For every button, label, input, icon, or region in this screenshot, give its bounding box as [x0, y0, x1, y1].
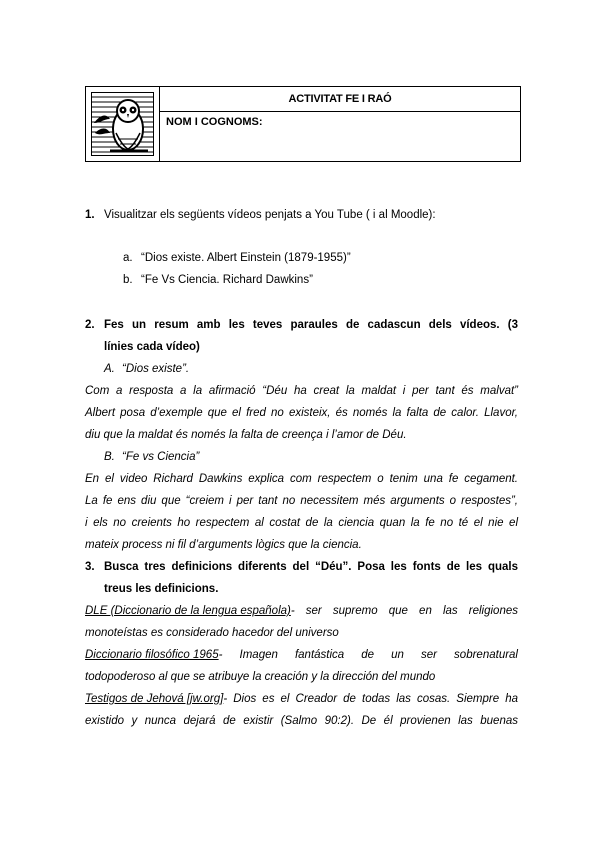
definition-1-cont: monoteístas es considerado hacedor del universo: [85, 627, 339, 639]
list-item: “Dios existe. Albert Einstein (1879-1955)”: [141, 252, 351, 264]
definition-1: [85, 605, 518, 617]
definition-3-cont: existido y nunca dejará de existir (Salmo 90:2). De él provienen las buenas: [85, 715, 518, 727]
definition-text: - Imagen fantástica de un ser sobrenatural: [218, 649, 518, 661]
answer-b-marker: B.: [104, 451, 115, 463]
question-1-number: 1.: [85, 209, 95, 221]
answer-b-line: La fe ens diu que “creiem i per tant no necessitem més arguments o respostes”,: [85, 495, 518, 507]
answer-a-line: Albert posa d’exemple que el fred no existeix, és només la falta de calor. Llavor,: [85, 407, 518, 419]
answer-a-line: Com a resposta a la afirmació “Déu ha creat la maldat i per tant és malvat”: [85, 385, 518, 397]
list-item-marker: b.: [123, 274, 133, 286]
definition-3: [85, 693, 518, 705]
answer-a-title: “Dios existe”.: [122, 363, 190, 375]
answer-a-marker: A.: [104, 363, 115, 375]
logo-cell: [86, 87, 160, 161]
question-1-text: Visualitzar els següents vídeos penjats a You Tube ( i al Moodle):: [104, 209, 436, 221]
list-item-marker: a.: [123, 252, 133, 264]
question-2-text-cont: línies cada vídeo): [104, 341, 200, 353]
question-3-text: Busca tres definicions diferents del “Déu”. Posa les fonts de les quals: [104, 561, 518, 573]
activity-title: ACTIVITAT FE I RAÓ: [160, 87, 520, 112]
question-2-text: Fes un resum amb les teves paraules de cadascun dels vídeos. (3: [104, 319, 518, 331]
name-label: NOM I COGNOMS:: [166, 116, 263, 128]
owl-engraving-icon: [91, 92, 154, 156]
list-item: “Fe Vs Ciencia. Richard Dawkins”: [141, 274, 313, 286]
answer-b-title: “Fe vs Ciencia”: [122, 451, 200, 463]
definition-text: - ser supremo que en las religiones: [290, 605, 518, 617]
definition-source: DLE (Diccionario de la lengua española): [85, 605, 291, 617]
definition-source: Testigos de Jehová [jw.org]: [85, 693, 224, 705]
answer-b-line: En el video Richard Dawkins explica com respectem o tenim una fe cegament.: [85, 473, 518, 485]
definition-2-cont: todopoderoso al que se atribuye la creación y la dirección del mundo: [85, 671, 436, 683]
question-2-number: 2.: [85, 319, 95, 331]
definition-text: - Dios es el Creador de todas las cosas. Siempre ha: [223, 693, 518, 705]
header-table: [85, 86, 521, 162]
definition-2: [85, 649, 518, 661]
answer-a-line: diu que la maldat és només la falta de creença i l’amor de Déu.: [85, 429, 407, 441]
question-3-text-cont: treus les definicions.: [104, 583, 219, 595]
answer-b-line: mateix process ni fil d’arguments lògics que la ciencia.: [85, 539, 362, 551]
definition-source: Diccionario filosófico 1965: [85, 649, 219, 661]
answer-b-line: i els no creients ho respectem al costat de la ciencia quan la fe no té el nie el: [85, 517, 518, 529]
question-3-number: 3.: [85, 561, 95, 573]
